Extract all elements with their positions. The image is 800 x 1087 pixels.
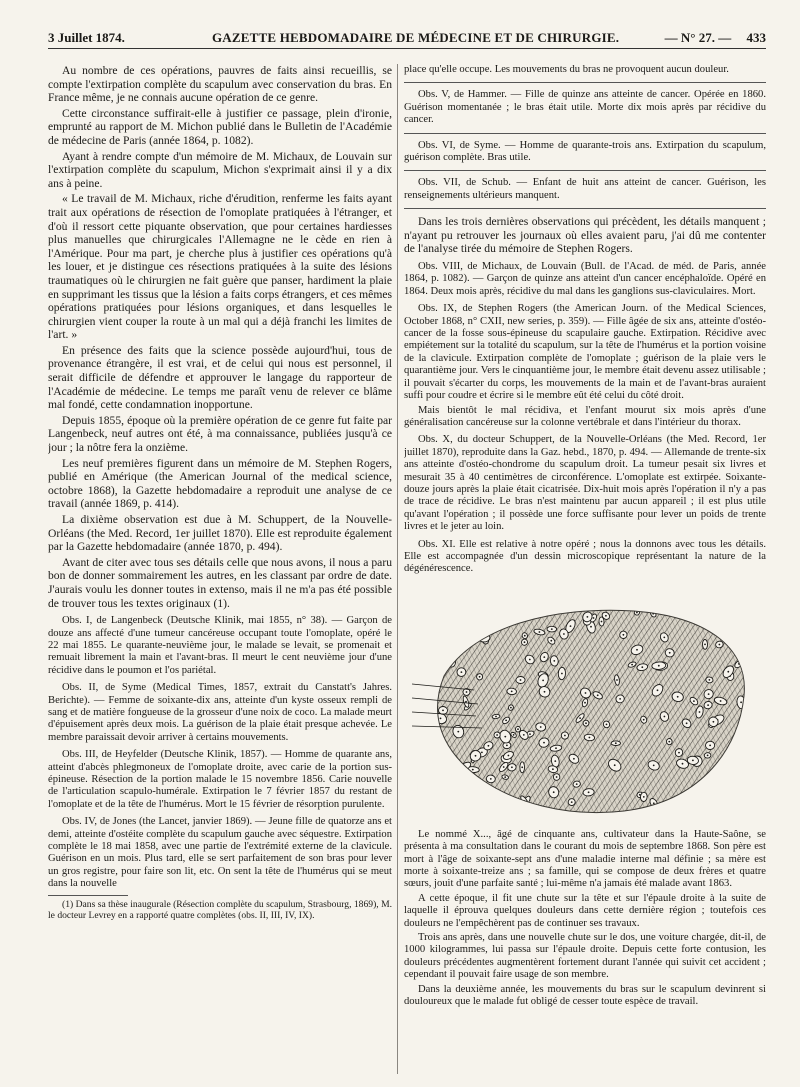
cell-nucleus — [495, 715, 497, 717]
cell-nucleus — [461, 671, 463, 673]
case-paragraph: Dans la deuxième année, les mouvements du bras sur le scapulum devinrent si douloureux que le malade fut obligé de cesser toute espèce de travail. — [404, 983, 766, 1008]
cell-nucleus — [669, 652, 671, 654]
header-issue: — N° 27. — — [664, 30, 732, 45]
cell-nucleus — [521, 610, 523, 612]
cell-nucleus — [570, 625, 572, 627]
observation-9: Obs. IX, de Stephen Rogers (the American Journ. of the Medical Sciences, October 1868, n° CXII, new series, p. 359). — Fille âgée de six ans, atteinte d'ostéo-cancer de la fosse sous-épineuse du scapulaire gauche. Extirpation. Récidive avec empiétement sur la totalité du scapulum, sur la tête de l'humérus et la portion voisine de la clavicule. Extirpation complète de l'omoplate ; guérison de la plaie vers le quarantième jour. Vers le cinquantième jour, le membre était devenu assez utilisable ; il pouvait s'écarter du corps, les mouvements de la main et de l'avant-bras auraient suffi pour coudre et écrire si le membre eût été celui du côté droit. — [404, 303, 766, 402]
cell-nucleus — [576, 783, 578, 785]
observation-2: Obs. II, de Syme (Medical Times, 1857, extrait du Canstatt's Jahres. Berichte). — Femme de soixante-dix ans, atteinte d'un kyste osseux rempli de sang et de matière fongueuse de la grosseur d'une noix de coco. La malade meurt d'épuisement après deux mois. La guérison de la plaie était presque achevée. Le membre paraissait devoir arriver à certains mouvements. — [48, 682, 392, 743]
cell-mark — [481, 624, 488, 635]
cell-nucleus — [442, 709, 444, 711]
cell-nucleus — [552, 768, 554, 770]
quotation-paragraph: « Le travail de M. Michaux, riche d'érudition, renferme les faits ayant trait aux opérations de résection de l'omoplate pratiquées à l'étranger, et d'où il ressort cette piquante observation, que pour certaines hardiesses plus manuelles que chirurgicales l'Allemagne ne le cède en rien à l'Amérique. Pour ma part, je cherche plus à justifier ces opérations qu'à les louer, et je distingue ces résections pratiquées à la suite des lésions traumatiques où le chirurgien ne fait guère que panser, hardiment la plaie en supprimant les tissus que la lésion a faits corps étrangers, et ces mêmes opérations pratiquées pour lésions organiques, et dans lesquelles le chirurgien vient couper la route à un mal qui a déjà franchi les limites de l'art. » — [48, 192, 392, 342]
cell-nucleus — [451, 661, 453, 663]
cell-nucleus — [510, 706, 512, 708]
cell-nucleus — [631, 663, 633, 665]
cell-nucleus — [686, 722, 688, 724]
cell-nucleus — [564, 734, 566, 736]
cell-nucleus — [606, 723, 608, 725]
cell-nucleus — [677, 808, 679, 810]
cell-nucleus — [475, 755, 477, 757]
paragraph: Ayant à rendre compte d'un mémoire de M. Michaux, de Louvain sur l'extirpation complète du scapulum, Michon s'exprimait ainsi il y a dix ans à peine. — [48, 149, 392, 190]
cell-nucleus — [483, 629, 485, 631]
cell-nucleus — [616, 679, 618, 681]
cell-nucleus — [707, 754, 709, 756]
cell-nucleus — [539, 631, 541, 633]
cell-nucleus — [615, 742, 617, 744]
cell-nucleus — [623, 634, 625, 636]
separator-rule — [404, 82, 766, 83]
cell-mark — [456, 621, 463, 628]
cell-nucleus — [585, 692, 587, 694]
cell-mark — [470, 608, 475, 621]
footnote: (1) Dans sa thèse inaugurale (Résection complète du scapulum, Strasbourg, 1869), M. le docteur Levrey en a rapporté quatre complètes (obs. II, III, IV, IX). — [48, 898, 392, 921]
observation-6: Obs. VI, de Syme. — Homme de quarante-trois ans. Extirpation du scapulum, guérison complète. Bras utile. — [404, 139, 766, 164]
case-paragraph: Le nommé X..., âgé de cinquante ans, cultivateur dans la Haute-Saône, se présenta à ma consultation dans le courant du mois de septembre 1868. Son père est mort à l'âge de soixante-sept ans d'une maladie interne mal définie ; sa mère est morte à soixante-treize ans ; sa famille, qui se compose de deux frères et quatre sœurs, jouit d'une parfaite santé ; lui-même n'a jamais été malade avant 1863. — [404, 828, 766, 890]
cell-nucleus — [505, 719, 507, 721]
cell-nucleus — [636, 611, 638, 613]
cell-nucleus — [472, 613, 474, 615]
paragraph: La dixième observation est due à M. Schuppert, de la Nouvelle-Orléans (the Med. Record, 1er juillet 1870). Elle est reproduite également par la Gazette hebdomadaire (année 1870, p. 494). — [48, 513, 392, 554]
cell-mark — [454, 632, 467, 645]
cell-nucleus — [460, 638, 462, 640]
cell-nucleus — [461, 619, 463, 621]
cell-nucleus — [521, 766, 523, 768]
cell-nucleus — [543, 741, 545, 743]
cell-nucleus — [719, 643, 721, 645]
cell-nucleus — [682, 763, 684, 765]
paragraph: Cette circonstance suffirait-elle à justifier ce passage, plein d'ironie, emprunté au rapport de M. Michon publié dans le Bulletin de l'Académie de médecine de Paris (année 1864, p. 1082). — [48, 106, 392, 147]
cell-nucleus — [481, 751, 483, 753]
cell-nucleus — [556, 776, 558, 778]
cell-nucleus — [597, 694, 599, 696]
cell-nucleus — [713, 721, 715, 723]
separator-rule — [404, 170, 766, 171]
cell-nucleus — [438, 636, 440, 638]
cell-mark — [459, 632, 467, 643]
header-date: 3 Juillet 1874. — [48, 30, 125, 45]
continued-text: place qu'elle occupe. Les mouvements du bras ne provoquent aucun douleur. — [404, 64, 729, 75]
cell-mark — [516, 605, 528, 617]
header-issue-page — [665, 30, 766, 46]
cell-nucleus — [737, 611, 739, 613]
cell-nucleus — [733, 795, 735, 797]
cell-nucleus — [726, 628, 728, 630]
cell-nucleus — [590, 626, 592, 628]
cell-nucleus — [511, 766, 513, 768]
paragraph: Dans les trois dernières observations qui précèdent, les détails manquent ; n'ayant pu retrouver les journaux où elles avaient paru, j'ai dû me contenter de l'analyse tirée du mémoire de Stephen Rogers. — [404, 215, 766, 256]
cell-nucleus — [479, 676, 481, 678]
cell-nucleus — [544, 691, 546, 693]
cell-mark — [727, 788, 741, 803]
cell-nucleus — [653, 802, 655, 804]
cell-nucleus — [529, 658, 531, 660]
cell-nucleus — [579, 717, 581, 719]
observation-5: Obs. V, de Hammer. — Fille de quinze ans atteinte de cancer. Opérée en 1860. Guérison momentanée ; le bras était utile. Morte dix mois après par récidive du cancer. — [404, 89, 766, 126]
paragraph: Depuis 1855, époque où la première opération de ce genre fut faite par Langenbeck, neuf autres ont été, à ma connaissance, publiées jusqu'à ce jour ; la nôtre fera la onzième. — [48, 413, 392, 455]
observation-4: Obs. IV, de Jones (the Lancet, janvier 1869). — Jeune fille de quatorze ans et demi, atteinte d'ostéite complète du scapulum gauche avec séquestre. Extirpation complète le 18 mai 1858, avec une partie de l'extrémité externe de la clavicule. Guérison en un mois. Plus tard, elle se sert parfaitement de son bras pour lever un gros registre, pour faire son lit, etc. On sent la tête de l'humérus qui se meut dans la nouvelle — [48, 816, 392, 890]
cell-nucleus — [490, 778, 492, 780]
cell-nucleus — [561, 672, 563, 674]
cell-mark — [433, 631, 444, 642]
cell-nucleus — [551, 628, 553, 630]
observation-3: Obs. III, de Heyfelder (Deutsche Klinik, 1857). — Homme de quarante ans, atteint d'abcès phlegmoneux de l'omoplate droite, avec carie de la portion sus-épineuse. Résection de la portion malade le 15 novembre 1856. Carie nouvelle de l'articulation scapulo-humérale. Extirpation le 7 février 1857 du restant de l'omoplate et de la tête de l'humérus. Mort le 15 février de résorption purulente. — [48, 749, 392, 810]
cell-nucleus — [587, 616, 589, 618]
cell-nucleus — [475, 634, 477, 636]
cell-nucleus — [553, 660, 555, 662]
cell-mark — [475, 800, 483, 811]
cell-nucleus — [563, 633, 565, 635]
paragraph: Les neuf premières figurent dans un mémoire de M. Stephen Rogers, publié en Amérique (the American Journal of the medical science, octobre 1868), la Gazette hebdomadaire a reproduit une analyse de ce travail (année 1869, p. 414). — [48, 456, 392, 511]
cell-nucleus — [692, 759, 694, 761]
cell-nucleus — [524, 641, 526, 643]
running-header — [48, 30, 766, 49]
cell-nucleus — [504, 776, 506, 778]
cell-nucleus — [434, 673, 436, 675]
cell-nucleus — [517, 802, 519, 804]
cell-nucleus — [496, 734, 498, 736]
cell-nucleus — [733, 770, 735, 772]
cell-nucleus — [584, 702, 586, 704]
observation-10: Obs. X, du docteur Schuppert, de la Nouvelle-Orléans (the Med. Record, 1er juillet 1870), reproduite dans la Gaz. hebd., 1870, p. 494. — Allemande de trente-six ans atteinte d'ostéo-chondrome du scapulum droit. La tumeur pesait six livres et mesurait 35 à 40 centimètres de circonférence. L'omoplate est extirpée. Soixante-douze jours après la plaie était cicatrisée. Dix-huit mois après l'opération il n'y a pas de trace de récidive. Le bras n'est maintenu par aucun appareil ; il est plus utile qu'avant l'opération ; il possède une force suffisante pour lever un poids de trente livres et le jeter au loin. — [404, 434, 766, 533]
cell-nucleus — [740, 742, 742, 744]
cell-nucleus — [462, 637, 464, 639]
cell-nucleus — [540, 726, 542, 728]
cell-nucleus — [601, 620, 603, 622]
separator-rule — [404, 208, 766, 209]
cell-mark — [456, 614, 468, 626]
cell-nucleus — [513, 734, 515, 736]
cell-mark — [445, 759, 452, 769]
tissue-engraving — [404, 586, 766, 821]
cell-nucleus — [571, 801, 573, 803]
cell-nucleus — [555, 747, 557, 749]
cell-nucleus — [589, 736, 591, 738]
paragraph: Au nombre de ces opérations, pauvres de faits ainsi recueillis, se compte l'extirpation complète du scapulum avec conservation du bras. En France même, je ne connais aucune opération de ce genre. — [48, 64, 392, 105]
cell-nucleus — [658, 665, 660, 667]
cell-nucleus — [663, 636, 665, 638]
cell-nucleus — [523, 734, 525, 736]
footnote-rule — [48, 895, 128, 896]
cell-nucleus — [529, 733, 531, 735]
cell-nucleus — [588, 791, 590, 793]
case-paragraph: Trois ans après, dans une nouvelle chute sur le dos, une voiture chargée, dit-il, de 1000 kilogrammes, lui passa sur l'épaule droite. Depuis cette forte contusion, les douleurs précédentes augmentèrent fortement durant l'année qui suivit cet accident ; cependant il pouvait faire usage de son membre. — [404, 932, 766, 981]
cell-mark — [715, 610, 731, 626]
cell-nucleus — [699, 711, 701, 713]
cell-nucleus — [520, 679, 522, 681]
observation-9-continued: Mais bientôt le mal récidiva, et l'enfant mourut six mois après d'une généralisation cancéreuse sur la colonne vertébrale et dans l'intérieur du thorax. — [404, 404, 766, 428]
cell-nucleus — [517, 728, 519, 730]
observation-8: Obs. VIII, de Michaux, de Louvain (Bull. de l'Acad. de méd. de Paris, année 1864, p. 1082). — Garçon de quinze ans atteint d'un cancer encéphaloïde. Opéré en 1864. Deux mois après, récidive du mal dans les ganglions sus-claviculaires. Mort. — [404, 261, 766, 297]
cell-nucleus — [524, 635, 526, 637]
cell-nucleus — [484, 610, 486, 612]
cell-mark — [722, 625, 731, 633]
cell-nucleus — [636, 649, 638, 651]
cell-nucleus — [452, 758, 454, 760]
cell-mark — [736, 737, 746, 748]
cell-nucleus — [488, 745, 490, 747]
cell-nucleus — [657, 689, 659, 691]
cell-nucleus — [466, 691, 468, 693]
observation-7: Obs. VII, de Schub. — Enfant de huit ans atteint de cancer. Guérison, les renseignements ultérieurs manquent. — [404, 177, 766, 201]
cell-nucleus — [707, 704, 709, 706]
cell-nucleus — [619, 698, 621, 700]
cell-nucleus — [605, 615, 607, 617]
cell-nucleus — [553, 791, 555, 793]
cell-nucleus — [641, 666, 643, 668]
right-column — [404, 64, 766, 1076]
column-divider — [397, 64, 398, 1074]
cell-nucleus — [550, 640, 552, 642]
cell-nucleus — [704, 643, 706, 645]
cell-nucleus — [459, 624, 461, 626]
cell-nucleus — [472, 768, 474, 770]
cell-nucleus — [643, 719, 645, 721]
paragraph: Avant de citer avec tous ses détails celle que nous avons, il nous a paru bon de donner sommairement les autres, en les classant par ordre de date. J'aurais voulu les donner toutes in extenso, mais il ne m'a pas été possible de trouver tous les textes originaux (1). — [48, 555, 392, 610]
cell-mark — [515, 798, 521, 807]
header-journal-title: GAZETTE HEBDOMADAIRE DE MÉDECINE ET DE CHIRURGIE. — [212, 30, 620, 45]
microscopic-illustration — [404, 586, 766, 821]
cell-nucleus — [668, 740, 670, 742]
cell-nucleus — [614, 764, 616, 766]
cell-nucleus — [653, 764, 655, 766]
cell-nucleus — [506, 744, 508, 746]
cell-nucleus — [727, 671, 729, 673]
cell-mark — [481, 605, 488, 616]
cell-nucleus — [678, 751, 680, 753]
cell-nucleus — [722, 617, 724, 619]
cell-nucleus — [435, 682, 437, 684]
cell-nucleus — [664, 715, 666, 717]
cell-mark — [727, 763, 739, 777]
cell-nucleus — [743, 613, 745, 615]
cell-mark — [430, 669, 438, 679]
cell-nucleus — [726, 770, 728, 772]
cell-nucleus — [508, 754, 510, 756]
left-column — [48, 64, 392, 1076]
cell-nucleus — [643, 796, 645, 798]
paragraph: En présence des faits que la science possède aujourd'hui, tous de provenance étrangère, il est vrai, et de celui qui nous est personnel, il serait difficile de défendre et approuver le langage du rapporteur de l'Académie de médecine. Le temps me paraît venu de relever ce blâme mal fondé, cette condamnation inopportune. — [48, 343, 392, 412]
observation-1: Obs. I, de Langenbeck (Deutsche Klinik, mai 1855, n° 38). — Garçon de douze ans affecté d'une tumeur cancéreuse occupant toute l'omoplate, opéré le 22 mai 1855. Le quarante-neuvième jour, le malade se levait, se promenait et remuait librement la main et l'avant-bras. Il meurt le cent neuvième jour d'une récidive dans le poumon et l'os pariétal. — [48, 615, 392, 676]
cell-nucleus — [504, 735, 506, 737]
cell-mark — [674, 805, 682, 812]
cell-nucleus — [693, 700, 695, 702]
cell-nucleus — [440, 717, 442, 719]
observation-11: Obs. XI. Elle est relative à notre opéré ; nous la donnons avec tous les détails. Elle est accompagnée d'un dessin microscopique représentant la nature de la dégénérescence. — [404, 538, 766, 575]
cell-nucleus — [740, 701, 742, 703]
cell-nucleus — [593, 617, 595, 619]
cell-nucleus — [543, 656, 545, 658]
cell-nucleus — [448, 763, 450, 765]
cell-nucleus — [457, 730, 459, 732]
cell-nucleus — [677, 696, 679, 698]
separator-rule — [404, 133, 766, 134]
cell-nucleus — [511, 690, 513, 692]
cell-nucleus — [465, 701, 467, 703]
cell-nucleus — [503, 766, 505, 768]
cell-mark — [480, 613, 496, 628]
cell-nucleus — [478, 804, 480, 806]
header-page-number: 433 — [746, 30, 766, 45]
case-paragraph: A cette époque, il fit une chute sur la tête et sur l'épaule droite à la suite de laquelle il éprouva quelques douleurs dans cette dernière région ; toutefois ces douleurs ne l'empêchèrent pas de continuer ses travaux. — [404, 892, 766, 929]
cell-mark — [740, 610, 747, 616]
cell-nucleus — [736, 734, 738, 736]
cell-nucleus — [709, 679, 711, 681]
cell-nucleus — [542, 679, 544, 681]
cell-mark — [734, 607, 740, 616]
cell-mark — [722, 767, 732, 776]
cell-nucleus — [585, 722, 587, 724]
cell-nucleus — [709, 744, 711, 746]
cell-nucleus — [708, 693, 710, 695]
cell-nucleus — [554, 760, 556, 762]
cell-nucleus — [488, 620, 490, 622]
cell-nucleus — [720, 700, 722, 702]
cell-nucleus — [573, 758, 575, 760]
